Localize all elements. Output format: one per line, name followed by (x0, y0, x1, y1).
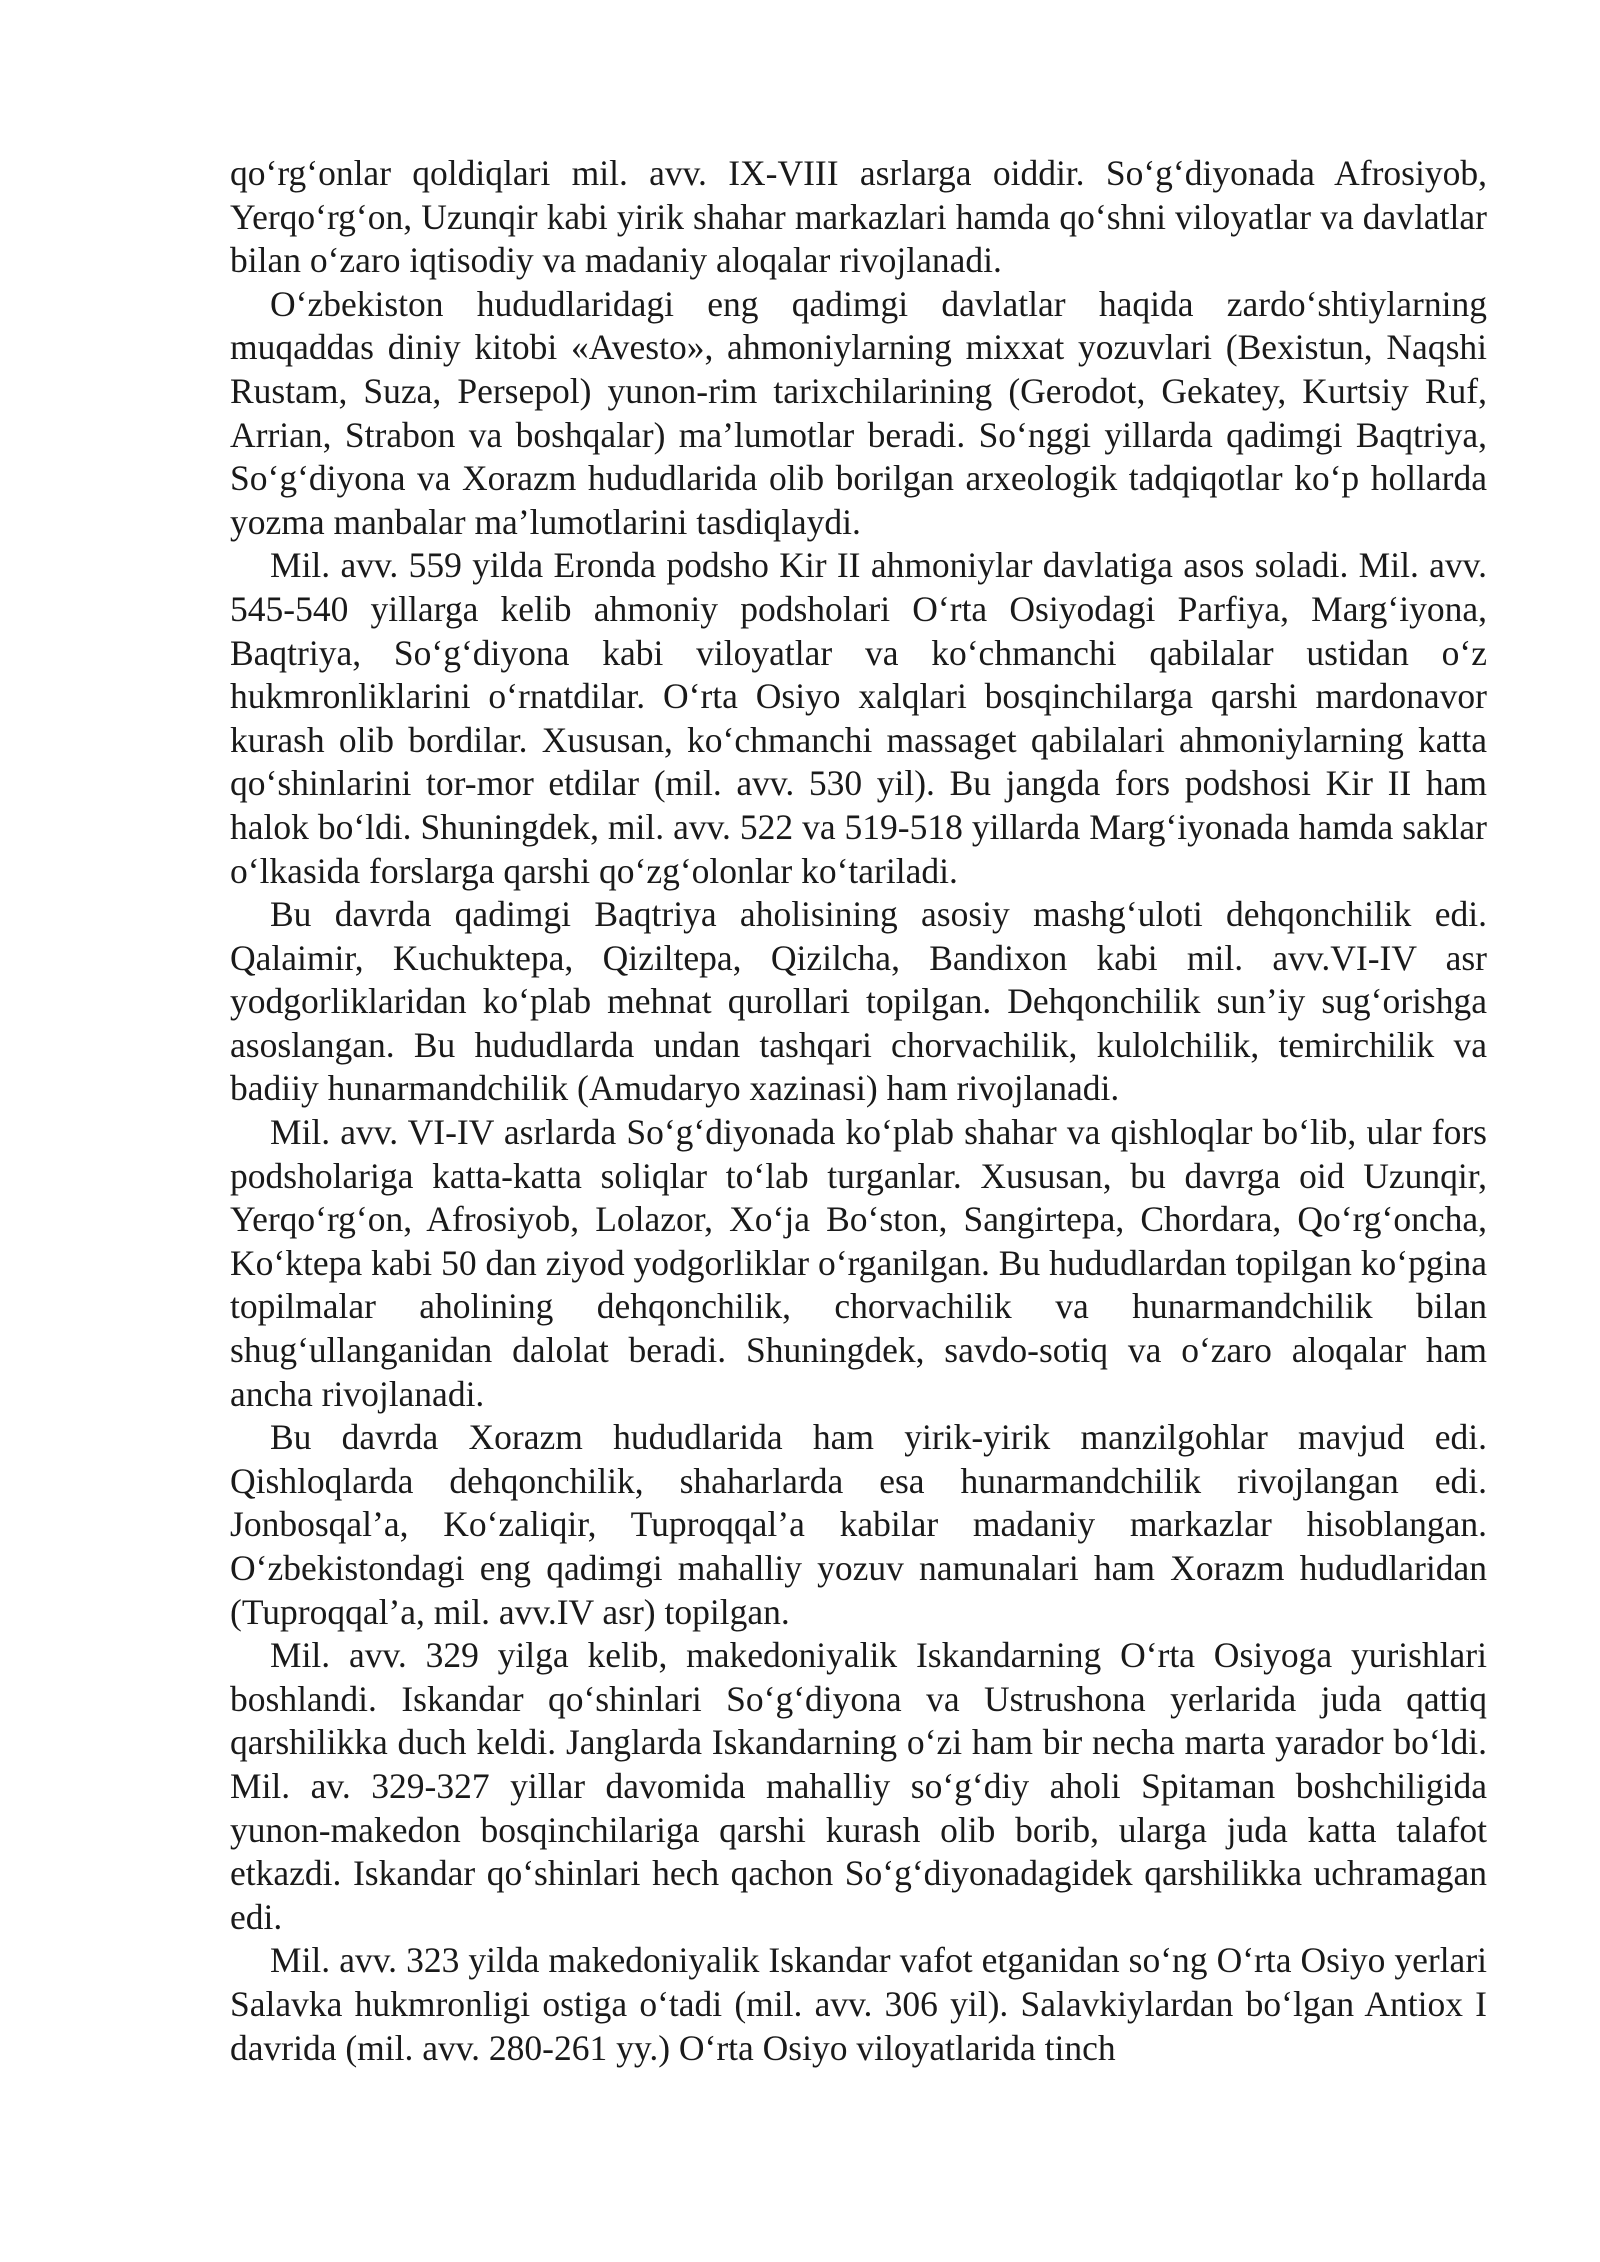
document-page (230, 152, 1487, 2070)
paragraph-7: Mil. avv. 329 yilga kelib, makedoniyalik Iskandarning O‘rta Osiyoga yurishlari boshlandi. Iskandar qo‘shinlari So‘g‘diyona va Ustrushona yerlarida juda qattiq qarshilikka duch keldi. Janglarda Iskandarning o‘zi ham bir necha marta yarador bo‘ldi. Mil. av. 329-327 yillar davomida mahalliy so‘g‘diy aholi Spitaman boshchiligida yunon-makedon bosqinchilariga qarshi kurash olib borib, ularga juda katta talafot etkazdi. Iskandar qo‘shinlari hech qachon So‘g‘diyonadagidek qarshilikka uchramagan edi. (230, 1635, 1487, 1937)
paragraph-4: Bu davrda qadimgi Baqtriya aholisining asosiy mashg‘uloti dehqonchilik edi. Qalaimir, Kuchuktepa, Qiziltepa, Qizilcha, Bandixon kabi mil. avv.VI-IV asr yodgorliklaridan ko‘plab mehnat qurollari topilgan. Dehqonchilik sun’iy sug‘orishga asoslangan. Bu hududlarda undan tashqari chorvachilik, kulolchilik, temirchilik va badiiy hunarmandchilik (Amudaryo xazinasi) ham rivojlanadi. (230, 894, 1487, 1109)
paragraph-8: Mil. avv. 323 yilda makedoniyalik Iskandar vafot etganidan so‘ng O‘rta Osiyo yerlari Salavka hukmronligi ostiga o‘tadi (mil. avv. 306 yil). Salavkiylardan bo‘lgan Antiox I davrida (mil. avv. 280-261 yy.) O‘rta Osiyo viloyatlarida tinch (230, 1940, 1487, 2068)
paragraph-1: qo‘rg‘onlar qoldiqlari mil. avv. IX-VIII asrlarga oiddir. So‘g‘diyonada Afrosiyob, Yerqo‘rg‘on, Uzunqir kabi yirik shahar markazlari hamda qo‘shni viloyatlar va davlatlar bilan o‘zaro iqtisodiy va madaniy aloqalar rivojlanadi. (230, 153, 1487, 281)
paragraph-3: Mil. avv. 559 yilda Eronda podsho Kir II ahmoniylar davlatiga asos soladi. Mil. avv. 545-540 yillarga kelib ahmoniy podsholari O‘rta Osiyodagi Parfiya, Marg‘iyona, Baqtriya, So‘g‘diyona kabi viloyatlar va ko‘chmanchi qabilalar ustidan o‘z hukmronliklarini o‘rnatdilar. O‘rta Osiyo xalqlari bosqinchilarga qarshi mardonavor kurash olib bordilar. Xususan, ko‘chmanchi massaget qabilalari ahmoniylarning katta qo‘shinlarini tor-mor etdilar (mil. avv. 530 yil). Bu jangda fors podshosi Kir II ham halok bo‘ldi. Shuningdek, mil. avv. 522 va 519-518 yillarda Marg‘iyonada hamda saklar o‘lkasida forslarga qarshi qo‘zg‘olonlar ko‘tariladi. (230, 545, 1487, 891)
paragraph-2: O‘zbekiston hududlaridagi eng qadimgi davlatlar haqida zardo‘shtiylarning muqaddas diniy kitobi «Avesto», ahmoniylarning mixxat yozuvlari (Bexistun, Naqshi Rustam, Suza, Persepol) yunon-rim tarixchilarining (Gerodot, Gekatey, Kurtsiy Ruf, Arrian, Strabon va boshqalar) ma’lumotlar beradi. So‘nggi yillarda qadimgi Baqtriya, So‘g‘diyona va Xorazm hududlarida olib borilgan arxeologik tadqiqotlar ko‘p hollarda yozma manbalar ma’lumotlarini tasdiqlaydi. (230, 283, 1487, 542)
paragraph-5: Mil. avv. VI-IV asrlarda So‘g‘diyonada ko‘plab shahar va qishloqlar bo‘lib, ular fors podsholariga katta-katta soliqlar to‘lab turganlar. Xususan, bu davrga oid Uzunqir, Yerqo‘rg‘on, Afrosiyob, Lolazor, Xo‘ja Bo‘ston, Sangirtepa, Chordara, Qo‘rg‘oncha, Ko‘ktepa kabi 50 dan ziyod yodgorliklar o‘rganilgan. Bu hududlardan topilgan ko‘pgina topilmalar aholining dehqonchilik, chorvachilik va hunarmandchilik bilan shug‘ullanganidan dalolat beradi. Shuningdek, savdo-sotiq va o‘zaro aloqalar ham ancha rivojlanadi. (230, 1112, 1487, 1414)
paragraph-6: Bu davrda Xorazm hududlarida ham yirik-yirik manzilgohlar mavjud edi. Qishloqlarda dehqonchilik, shaharlarda esa hunarmandchilik rivojlangan edi. Jonbosqal’a, Ko‘zaliqir, Tuproqqal’a kabilar madaniy markazlar hisoblangan. O‘zbekistondagi eng qadimgi mahalliy yozuv namunalari ham Xorazm hududlaridan (Tuproqqal’a, mil. avv.IV asr) topilgan. (230, 1417, 1487, 1632)
